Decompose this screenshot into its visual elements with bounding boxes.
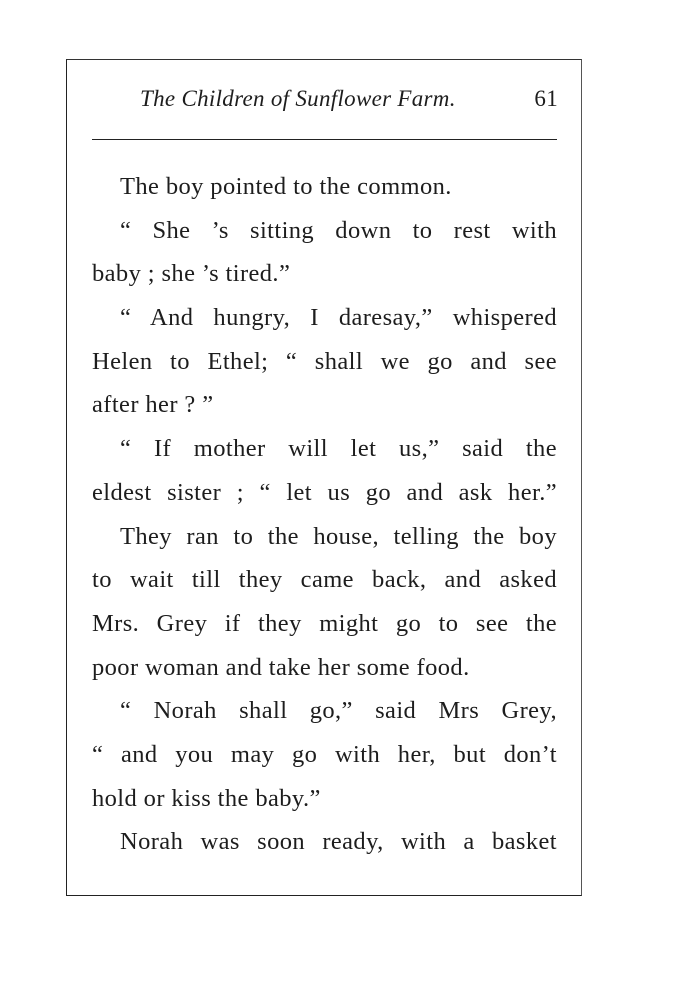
text-line: baby ; she ’s tired.”: [92, 260, 291, 288]
page-number: 61: [534, 86, 558, 111]
text-line: Norah was soon ready, with a basket: [120, 828, 557, 856]
text-line: after her ? ”: [92, 391, 214, 419]
text-line: to wait till they came back, and asked: [92, 566, 557, 594]
text-line: “ And hungry, I daresay,” whispered: [120, 304, 557, 332]
text-line: “ If mother will let us,” said the: [120, 435, 557, 463]
header-rule: [92, 139, 557, 140]
text-line: eldest sister ; “ let us go and ask her.”: [92, 478, 557, 506]
text-line: They ran to the house, telling the boy: [120, 522, 557, 550]
text-line: “ Norah shall go,” said Mrs Grey,: [120, 697, 557, 725]
text-line: hold or kiss the baby.”: [92, 784, 321, 812]
running-title: The Children of Sunflower Farm.: [140, 86, 456, 111]
body-text: [92, 165, 557, 864]
text-line: poor woman and take her some food.: [92, 653, 470, 681]
text-line: Mrs. Grey if they might go to see the: [92, 609, 557, 637]
text-line: Helen to Ethel; “ shall we go and see: [92, 347, 557, 375]
text-line: The boy pointed to the common.: [120, 173, 452, 200]
running-head: [140, 86, 558, 120]
text-line: “ She ’s sitting down to rest with: [120, 216, 557, 244]
text-line: “ and you may go with her, but don’t: [92, 740, 557, 768]
